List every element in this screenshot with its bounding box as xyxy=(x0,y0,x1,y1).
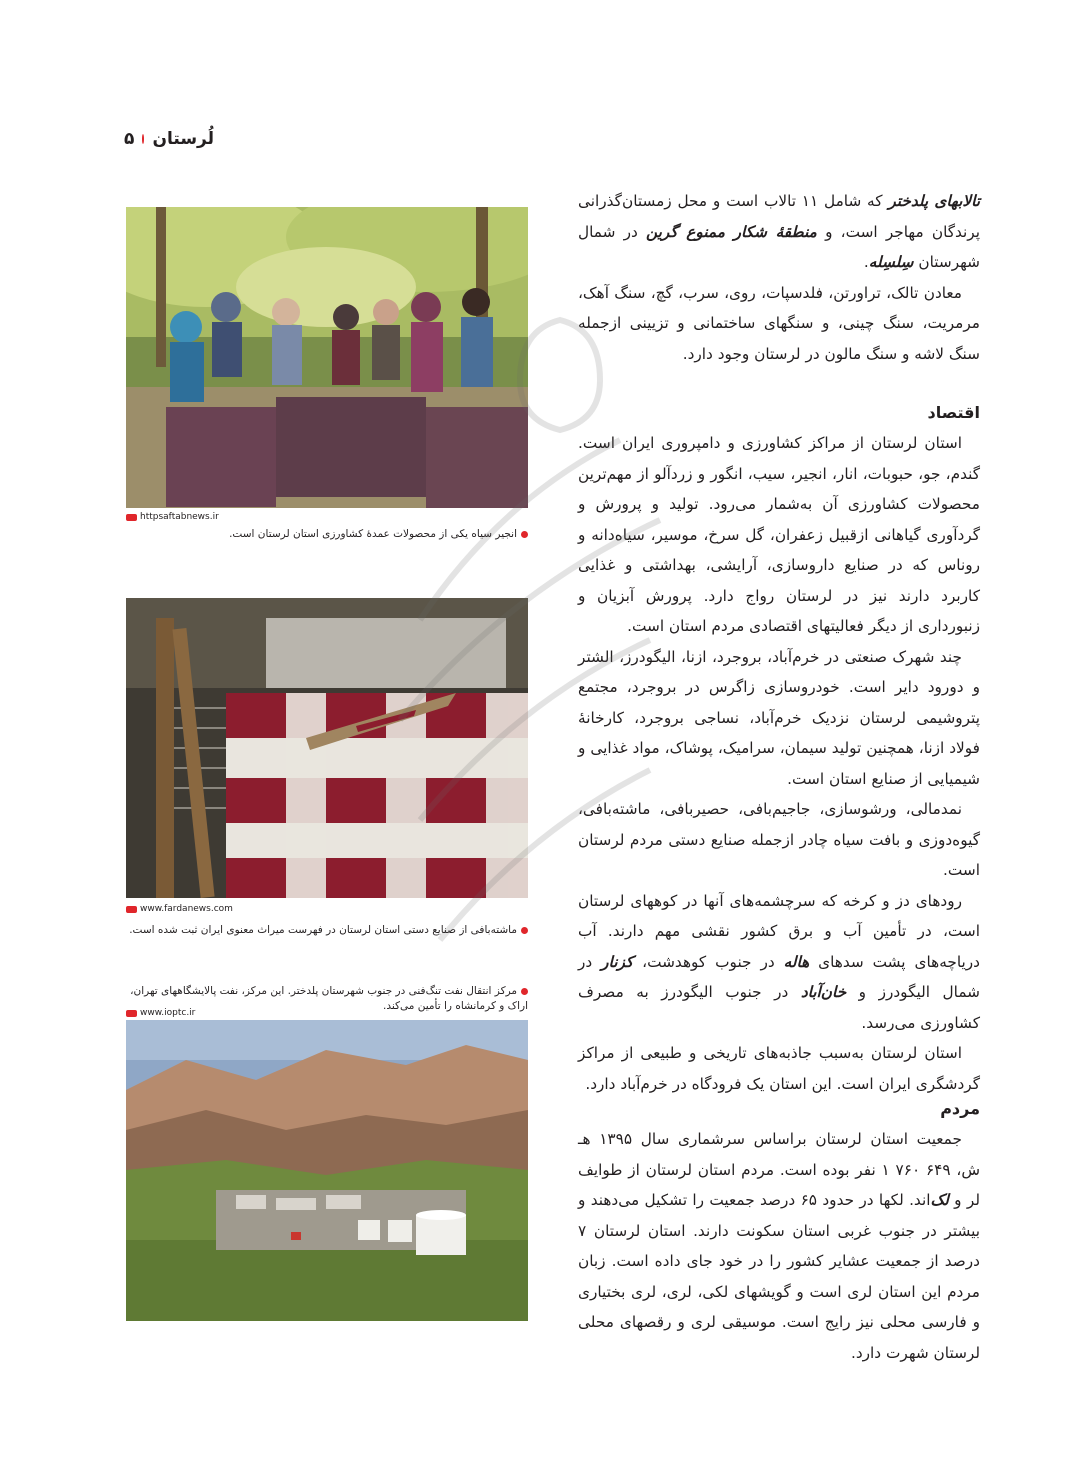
bullet-dot-icon xyxy=(521,927,528,934)
header-dot-icon xyxy=(142,134,144,144)
photo2-caption xyxy=(126,923,528,938)
intro-paragraph-1: تالابهای پلدختر که شامل ۱۱ تالاب است و محل زمستان‌گذرانی پرندگان مهاجر است، و منطقهٔ شکار ممنوع گرین در شمال شهرستان سِلسِله. xyxy=(578,192,981,271)
chapter-title: لُرستان xyxy=(152,129,214,149)
photo2-source-text: www.fardanews.com xyxy=(140,904,233,914)
photo-oil-station xyxy=(126,1020,528,1321)
camera-icon xyxy=(126,1010,137,1017)
bullet-dot-icon xyxy=(521,531,528,538)
photo3-source-text: www.ioptc.ir xyxy=(140,1008,196,1018)
photo2-caption-text: ماشته‌بافی از صنایع دستی استان لرستان در فهرست میراث معنوی ایران ثبت شده است. xyxy=(129,924,517,936)
intro-section xyxy=(578,186,980,369)
photo3-source xyxy=(126,1008,195,1018)
people-section xyxy=(578,1094,980,1368)
economy-paragraph-3: نمدمالی، ورشوسازی، جاجیم‌بافی، حصیربافی، ماشته‌بافی، گیوه‌دوزی و بافت سیاه چادر ازجمله صنایع دستی مردم لرستان است. xyxy=(578,800,980,879)
economy-paragraph-4: رودهای دز و کرخه که سرچشمه‌های آنها در کوههای لرستان است، در تأمین آب و برق کشور نقشی مهم دارند. آب دریاچه‌های پشت سدهای هاله در جنوب کوهدشت، کزنار در شمال الیگودرز و خان‌آباد در جنوب الیگودرز به مصرف کشاورزی می‌رسد. xyxy=(578,891,980,1032)
economy-paragraph-2: چند شهرک صنعتی در خرم‌آباد، بروجرد، ازنا، الیگودرز، الشتر و دورود دایر است. خودروسازی زاگرس در بروجرد، مجتمع پتروشیمی لرستان نزدیک خرم‌آباد، نساجی بروجرد، کارخانهٔ فولاد ازنا، همچنین تولید سیمان، سرامیک، پوشاک، مواد غذایی و شیمیایی از صنایع استان است. xyxy=(578,647,980,788)
page-number: ۵ xyxy=(124,129,135,149)
page-header xyxy=(124,126,214,152)
photo1-caption-text: انجیر سیاه یکی از محصولات عمدهٔ کشاورزی استان لرستان است. xyxy=(229,528,517,540)
economy-paragraph-1: استان لرستان از مراکز کشاورزی و دامپروری ایران است. گندم، جو، حبوبات، انار، انجیر، سیب، انگور و زردآلو از مهم‌ترین محصولات کشاورزی آن به‌شمار می‌رود. تولید و پرورش و گردآوری گیاهانی ازقبیل زعفران، گل سرخ، موسیر، سیاه‌دانه و روناس که در صنایع داروسازی، آرایشی، بهداشتی و غذایی کاربرد دارند نیز در لرستان رواج دارد. پرورش آبزیان و زنبورداری از دیگر فعالیتهای اقتصادی مردم استان است. xyxy=(578,434,980,635)
photo1-source-text: httpsaftabnews.ir xyxy=(140,512,219,522)
economy-section xyxy=(578,398,980,1099)
economy-heading: اقتصاد xyxy=(927,403,980,422)
photo2-source xyxy=(126,904,233,914)
bullet-dot-icon xyxy=(521,988,528,995)
loom-image xyxy=(126,598,528,898)
camera-icon xyxy=(126,514,137,521)
people-heading: مردم xyxy=(940,1099,980,1118)
oil-station-image xyxy=(126,1020,528,1321)
photo-loom-weaving xyxy=(126,598,528,898)
economy-paragraph-5: استان لرستان به‌سبب جاذبه‌های تاریخی و طبیعی از مراکز گردشگری ایران است. این استان یک فرودگاه در خرم‌آباد دارد. xyxy=(578,1044,980,1093)
fig-harvest-image xyxy=(126,207,528,508)
people-paragraph-1: جمعیت استان لرستان براساس سرشماری سال ۱۳۹۵ هـ ش، ۶۴۹ ۷۶۰ ۱ نفر بوده است. مردم استان لرستان از طوایف لر و لک‌اند. لکها در حدود ۶۵ درصد جمعیت را تشکیل می‌دهند و بیشتر در جنوب غربی استان سکونت دارند. استان لرستان ۷ درصد از جمعیت عشایر کشور را در خود جای داده است. زبان مردم این استان لری است و گویشهای لکی، لری، لری بختیاری و فارسی محلی نیز رایج است. موسیقی لری و رقصهای محلی لرستان شهرت دارد. xyxy=(578,1130,980,1362)
photo1-caption xyxy=(126,527,528,542)
photo-fig-harvest xyxy=(126,207,528,508)
intro-paragraph-2: معادن تالک، تراورتن، فلدسپات، روی، سرب، گچ، سنگ آهک، مرمریت، سنگ چینی، و سنگهای ساختمانی و تزیینی ازجمله سنگ لاشه و سنگ مالون در لرستان وجود دارد. xyxy=(578,283,980,363)
camera-icon xyxy=(126,906,137,913)
photo3-caption-text: مرکز انتقال نفت تنگ‌فنی در جنوب شهرستان پلدختر. این مرکز، نفت پالایشگاههای تهران، اراک و کرمانشاه را تأمین می‌کند. xyxy=(130,985,528,1012)
photo1-source xyxy=(126,512,219,522)
